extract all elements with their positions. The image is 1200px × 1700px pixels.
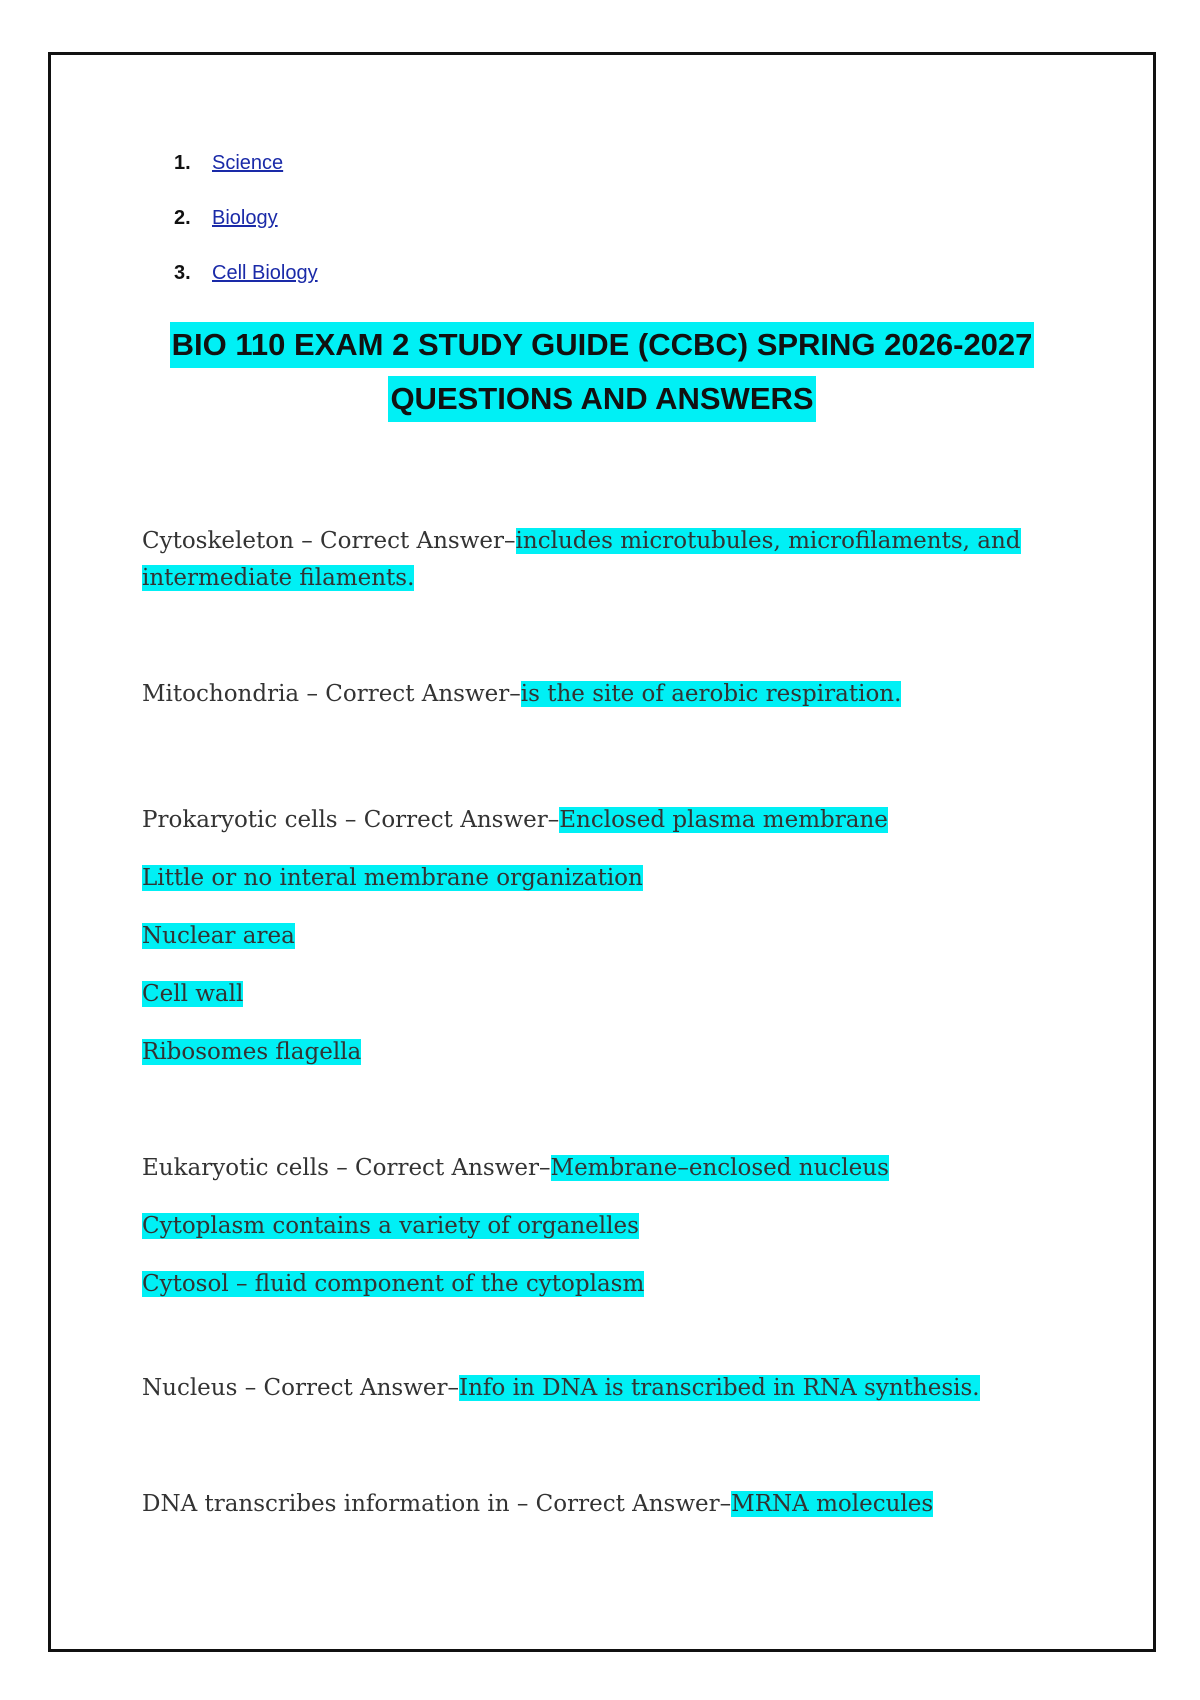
qa-item-prokaryotic-cells (142, 791, 1082, 1081)
qa-answer-line: Cell wall (142, 981, 244, 1007)
breadcrumb-list (174, 152, 318, 317)
qa-item-nucleus (142, 1370, 1082, 1407)
qa-answer: Membrane–enclosed nucleus (550, 1155, 889, 1181)
qa-answer: MRNA molecules (731, 1491, 934, 1517)
breadcrumb-item (174, 152, 318, 207)
title-line-1: BIO 110 EXAM 2 STUDY GUIDE (CCBC) SPRING 2026-2027 (170, 322, 1035, 368)
qa-term: DNA transcribes information in (142, 1491, 510, 1517)
qa-answer-line: Nuclear area (142, 923, 295, 949)
qa-term: Mitochondria (142, 681, 300, 707)
qa-separator: – Correct Answer– (237, 1375, 460, 1401)
qa-term: Prokaryotic cells (142, 807, 338, 833)
qa-term: Cytoskeleton (142, 528, 294, 554)
breadcrumb-number: 1. (174, 152, 191, 174)
breadcrumb-item (174, 207, 318, 262)
qa-answer-line: Little or no interal membrane organization (142, 865, 643, 891)
breadcrumb-item (174, 262, 318, 317)
qa-separator: – Correct Answer– (293, 528, 516, 554)
qa-item-mitochondria (142, 676, 1082, 713)
qa-answer-line: Cytosol – fluid component of the cytoplasm (142, 1271, 645, 1297)
qa-answer-line: Cytoplasm contains a variety of organelles (142, 1213, 639, 1239)
qa-separator: – Correct Answer– (299, 681, 521, 707)
breadcrumb-number: 3. (174, 262, 191, 284)
qa-answer: includes microtubules, microfilaments, and intermediate filaments. (142, 528, 1021, 591)
breadcrumb-number: 2. (174, 207, 191, 229)
breadcrumb-link-biology[interactable]: Biology (212, 207, 278, 229)
qa-term: Eukaryotic cells (142, 1155, 329, 1181)
qa-answer: is the site of aerobic respiration. (520, 681, 902, 707)
breadcrumb-link-cell-biology[interactable]: Cell Biology (212, 262, 318, 284)
qa-separator: – Correct Answer– (509, 1491, 732, 1517)
qa-item-cytoskeleton (142, 523, 1082, 597)
qa-item-dna-transcribes (142, 1486, 1082, 1523)
document-title (48, 318, 1156, 426)
qa-separator: – Correct Answer– (328, 1155, 551, 1181)
qa-term: Nucleus (142, 1375, 238, 1401)
breadcrumb-link-science[interactable]: Science (212, 152, 284, 174)
qa-answer-line: Ribosomes flagella (142, 1039, 362, 1065)
qa-item-eukaryotic-cells (142, 1139, 1082, 1313)
qa-answer: Enclosed plasma membrane (559, 807, 888, 833)
qa-separator: – Correct Answer– (337, 807, 560, 833)
title-line-2: QUESTIONS AND ANSWERS (388, 376, 815, 422)
qa-answer: Info in DNA is transcribed in RNA synthesis. (459, 1375, 980, 1401)
